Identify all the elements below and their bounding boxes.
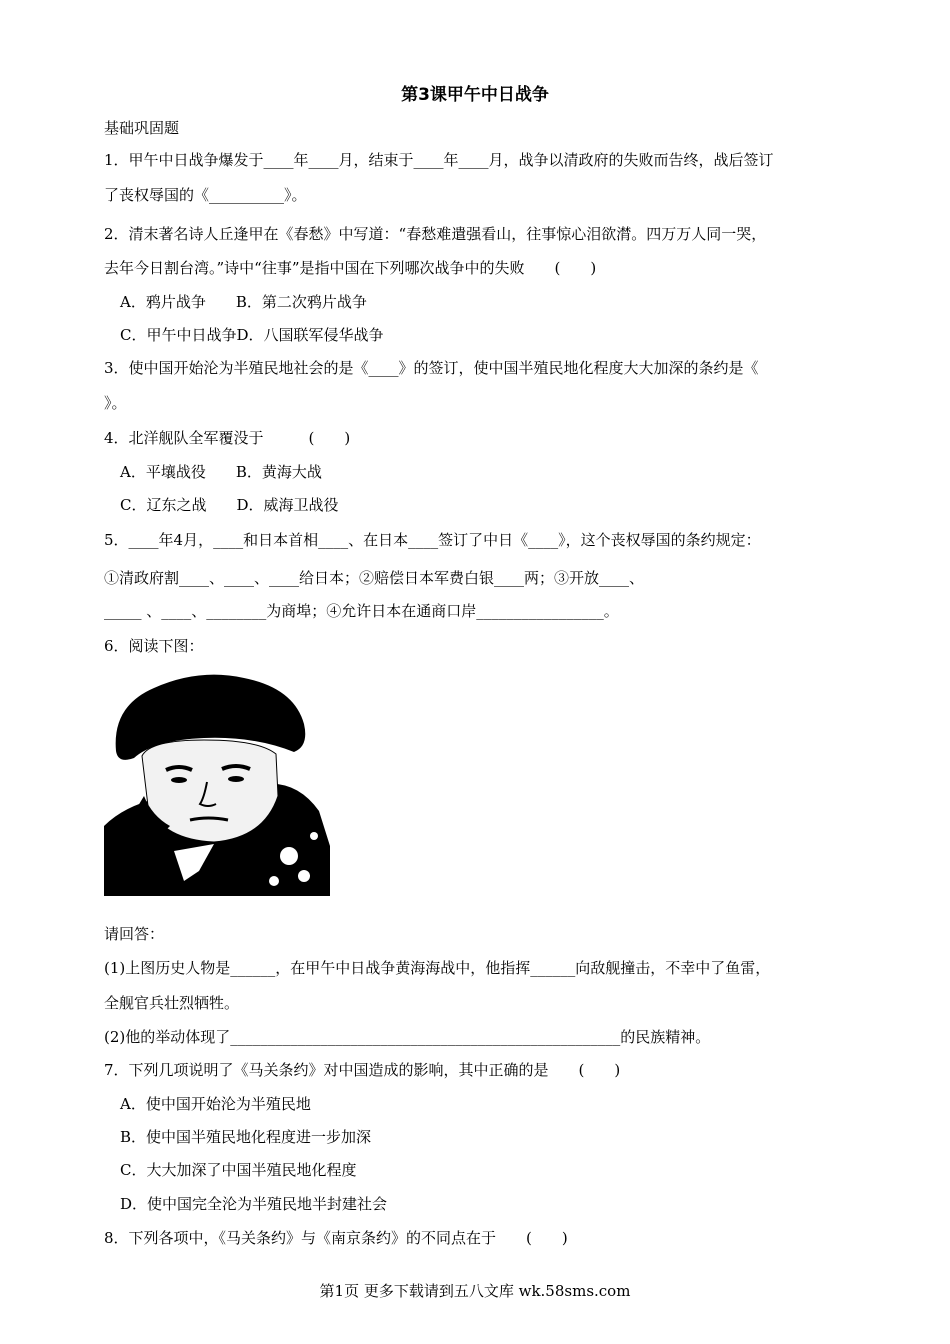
page-footer: 第1页 更多下载请到五八文库 wk.58sms.com [319,1282,631,1300]
q7-line: 7．下列几项说明了《马关条约》对中国造成的影响，其中正确的是 ( ) [104,1061,621,1079]
q2-options-cd: C．甲午中日战争D．八国联军侵华战争 [120,326,384,344]
q5-line-3: _____ 、____、________为商埠；④允许日本在通商口岸_________________。 [104,602,619,620]
page-title: 第3课甲午中日战争 [401,85,549,105]
q7-option-c: C．大大加深了中国半殖民地化程度 [120,1161,357,1179]
q4-options-cd: C．辽东之战 D．威海卫战役 [120,496,339,514]
q8-line: 8．下列各项中，《马关条约》与《南京条约》的不同点在于 ( ) [104,1229,568,1247]
q4-line: 4．北洋舰队全军覆没于 ( ) [104,429,351,447]
q7-option-d: D．使中国完全沦为半殖民地半封建社会 [120,1195,388,1213]
q6-line: 6．阅读下图： [104,637,204,655]
q4-options-ab: A．平壤战役 B．黄海大战 [120,463,322,481]
portrait-image [104,666,330,896]
q2-options-ab: A．鸦片战争 B．第二次鸦片战争 [120,293,367,311]
q7-option-a: A．使中国开始沦为半殖民地 [120,1095,311,1113]
q6-sub1-line-1: (1)上图历史人物是______，在甲午中日战争黄海海战中，他指挥______向敌舰撞击，不幸中了鱼雷， [104,959,771,977]
q5-line-2: ①清政府割____、____、____给日本；②赔偿日本军费白银____两；③开放____、 [104,569,645,587]
q3-line-1: 3．使中国开始沦为半殖民地社会的是《____》的签订，使中国半殖民地化程度大大加深的条约是《 [104,359,759,377]
q5-line-1: 5．____年4月，____和日本首相____、在日本____签订了中日《____》，这个丧权辱国的条约规定： [104,531,761,549]
q1-line-2: 了丧权辱国的《__________》。 [104,186,307,204]
q2-line-1: 2．清末著名诗人丘逢甲在《春愁》中写道：“春愁难遣强看山，往事惊心泪欲潸。四万万人同一哭， [104,225,767,243]
q6-sub2-line: (2)他的举动体现了____________________________________________________的民族精神。 [104,1028,711,1046]
q2-line-2: 去年今日割台湾。”诗中“往事”是指中国在下列哪次战争中的失败 ( ) [104,259,597,277]
q3-line-2: 》。 [104,394,127,412]
section-heading: 基础巩固题 [104,119,180,137]
q1-line-1: 1．甲午中日战争爆发于____年____月，结束于____年____月，战争以清政府的失败而告终，战后签订 [104,151,774,169]
q6-sub1-line-2: 全舰官兵壮烈牺牲。 [104,994,240,1012]
answer-prompt: 请回答： [104,925,165,943]
q7-option-b: B．使中国半殖民地化程度进一步加深 [120,1128,372,1146]
